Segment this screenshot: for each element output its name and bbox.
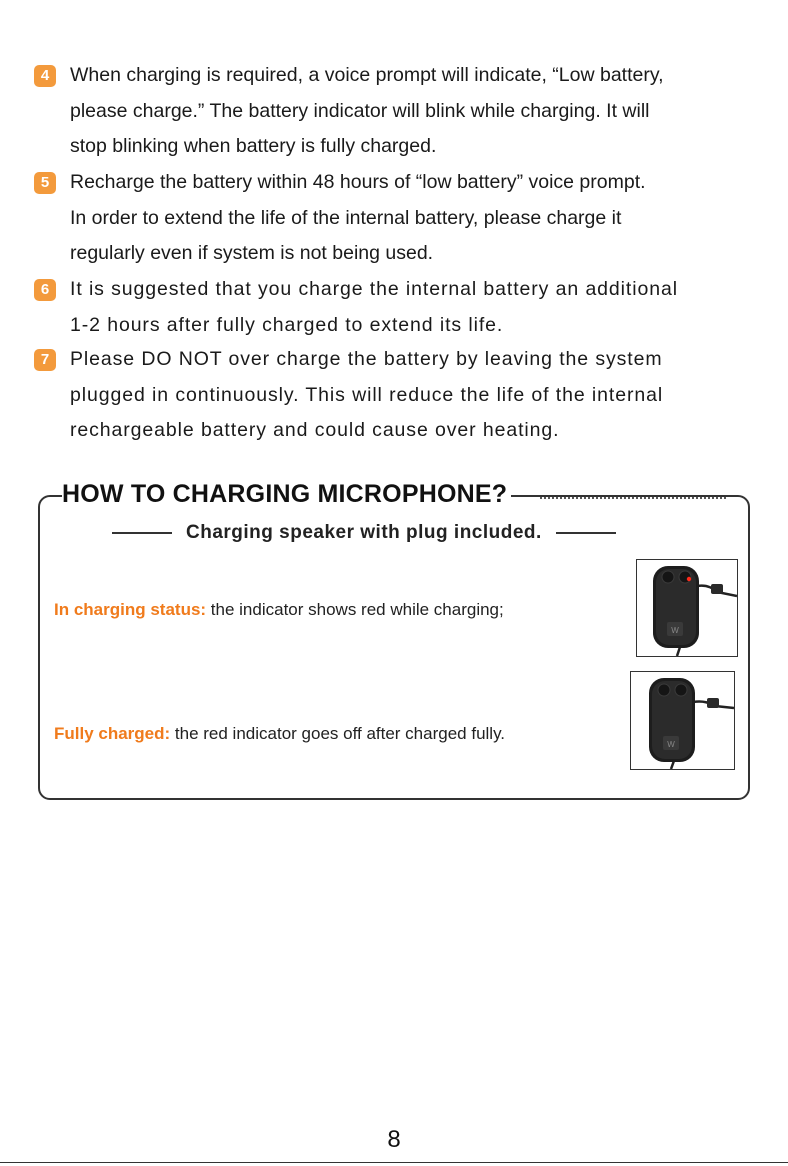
step-number-badge: 6: [34, 279, 56, 301]
fully-charged-text: [54, 724, 505, 744]
status-description: the indicator shows red while charging;: [206, 600, 504, 619]
instruction-line: stop blinking when battery is fully charged.: [70, 135, 437, 157]
instruction-line: rechargeable battery and could cause over heating.: [70, 419, 560, 441]
instruction-4: [34, 64, 774, 165]
page-number: 8: [387, 1126, 401, 1153]
instruction-line: It is suggested that you charge the internal battery an additional: [70, 278, 678, 300]
svg-text:W: W: [671, 626, 679, 635]
instruction-line: please charge.” The battery indicator will blink while charging. It will: [70, 99, 650, 122]
instruction-text: [70, 342, 774, 449]
step-number-badge: 4: [34, 65, 56, 87]
step-number-badge: 7: [34, 349, 56, 371]
instruction-line: Recharge the battery within 48 hours of “low battery” voice prompt.: [70, 171, 646, 193]
instruction-line: In order to extend the life of the internal battery, please charge it: [70, 206, 622, 229]
instruction-line: Please DO NOT over charge the battery by leaving the system: [70, 348, 663, 370]
instruction-7: [34, 348, 774, 449]
status-label: In charging status:: [54, 600, 207, 619]
section-subtitle-row: [112, 519, 674, 547]
bottom-rule: [0, 1162, 788, 1163]
instruction-text: [70, 58, 774, 165]
instruction-text: [70, 272, 774, 343]
charged-microphone-photo: [630, 671, 735, 770]
instruction-text: [70, 165, 774, 272]
instruction-line: 1-2 hours after fully charged to extend its life.: [70, 313, 504, 336]
charging-microphone-photo: [636, 559, 738, 657]
instruction-5: [34, 171, 774, 272]
microphone-charger-image: [631, 672, 734, 769]
status-description: the red indicator goes off after charged fully.: [170, 724, 506, 743]
step-number-badge: 5: [34, 172, 56, 194]
subtitle-rule-right: [556, 532, 616, 534]
charging-status-text: [54, 600, 504, 620]
section-title: HOW TO CHARGING MICROPHONE?: [62, 480, 511, 509]
status-label: Fully charged:: [54, 724, 171, 743]
instruction-line: regularly even if system is not being used.: [70, 242, 434, 264]
instruction-line: When charging is required, a voice prompt will indicate, “Low battery,: [70, 64, 664, 86]
instruction-line: plugged in continuously. This will reduce the life of the internal: [70, 383, 664, 406]
svg-text:W: W: [667, 740, 675, 749]
red-indicator-light: [687, 577, 691, 581]
instruction-6: [34, 278, 774, 343]
section-subtitle: Charging speaker with plug included.: [186, 522, 542, 543]
dotted-divider: [540, 497, 726, 499]
subtitle-rule-left: [112, 532, 172, 534]
microphone-charger-image: [637, 560, 737, 656]
